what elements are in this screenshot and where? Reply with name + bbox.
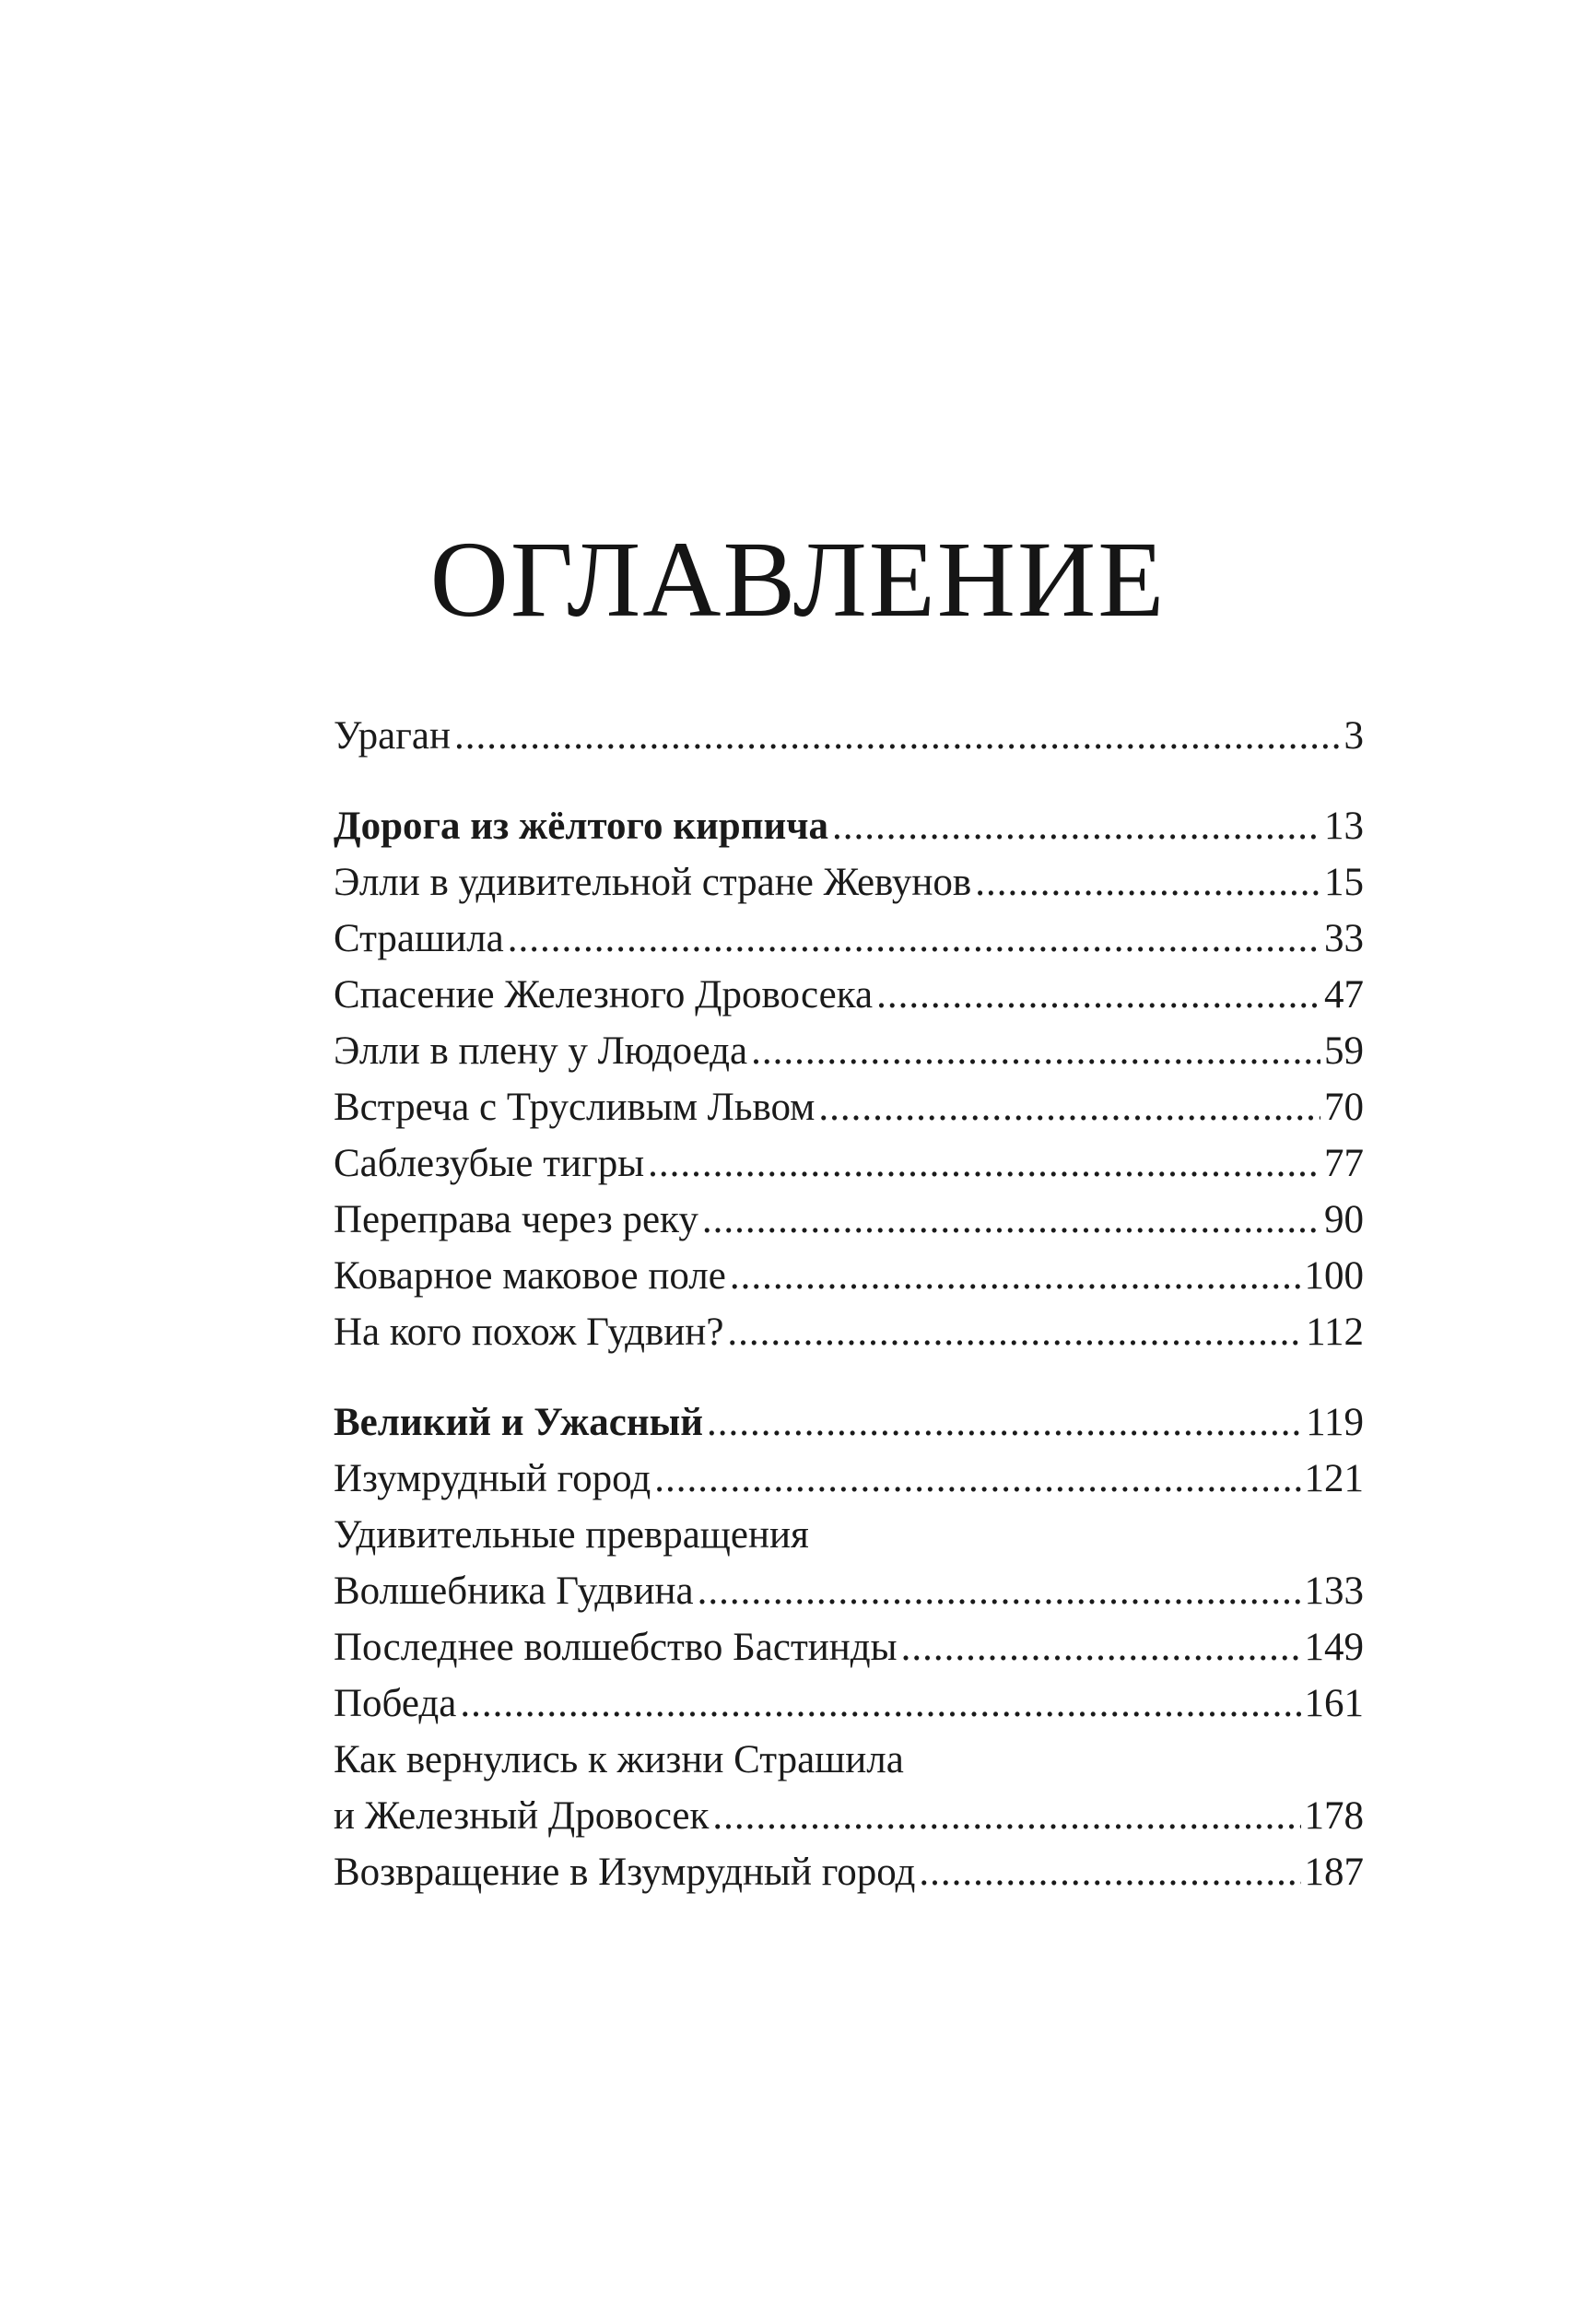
toc-entry-page: 119 — [1306, 1401, 1364, 1444]
toc-entry-title: Последнее волшебство Бастинды — [334, 1626, 898, 1669]
toc-entry-page: 77 — [1324, 1142, 1364, 1185]
toc-entry[interactable] — [334, 1079, 1364, 1135]
toc-entry[interactable] — [334, 1619, 1364, 1675]
toc-entry-page: 47 — [1324, 973, 1364, 1017]
toc-entry[interactable] — [334, 1023, 1364, 1079]
toc-entry-title: Победа — [334, 1682, 457, 1725]
toc-entry[interactable] — [334, 1451, 1364, 1507]
toc-entry-title: Дорога из жёлтого кирпича — [334, 805, 828, 848]
toc-dot-leader — [454, 708, 1341, 764]
toc-entry-last-line — [334, 1788, 1364, 1844]
toc-dot-leader — [919, 1844, 1300, 1900]
toc-entry-page: 70 — [1324, 1086, 1364, 1129]
toc-entry-page: 100 — [1304, 1254, 1364, 1298]
toc-entry-page: 13 — [1324, 805, 1364, 848]
toc-group-prologue — [334, 708, 1364, 764]
toc-part-heading[interactable] — [334, 1394, 1364, 1451]
toc-entry-title: Спасение Железного Дровосека — [334, 973, 874, 1017]
toc-entry-title: Ураган — [334, 714, 451, 758]
toc-entry[interactable] — [334, 911, 1364, 967]
toc-entry-title: Саблезубые тигры — [334, 1142, 645, 1185]
toc-entry-page: 3 — [1344, 714, 1364, 758]
toc-dot-leader — [698, 1563, 1301, 1619]
toc-entry-title: Волшебника Гудвина — [334, 1569, 694, 1613]
toc-dot-leader — [751, 1023, 1320, 1079]
toc-entry-multiline[interactable] — [334, 1732, 1364, 1844]
toc-entry-title: Возвращение в Изумрудный город — [334, 1851, 916, 1894]
toc-dot-leader — [876, 967, 1320, 1023]
toc-entry-last-line — [334, 1563, 1364, 1619]
toc-entry-title: Переправа через реку — [334, 1198, 698, 1241]
toc-entry-title-line-1: Удивительные превращения — [334, 1513, 809, 1557]
toc-entry-page: 178 — [1304, 1794, 1364, 1838]
toc-entry-page: 59 — [1324, 1029, 1364, 1073]
toc-dot-leader — [975, 854, 1320, 911]
toc-entry-title: Встреча с Трусливым Львом — [334, 1086, 816, 1129]
toc-entry-title: Элли в плену у Людоеда — [334, 1029, 748, 1073]
toc-dot-leader — [727, 1304, 1302, 1360]
toc-entry-multiline[interactable] — [334, 1507, 1364, 1619]
toc-entry-title: Коварное маковое поле — [334, 1254, 726, 1298]
toc-entry[interactable] — [334, 1675, 1364, 1732]
toc-entry-page: 149 — [1304, 1626, 1364, 1669]
toc-entry[interactable] — [334, 967, 1364, 1023]
toc-dot-leader — [508, 911, 1320, 967]
toc-entry-page: 112 — [1306, 1311, 1364, 1354]
toc-group-part-1 — [334, 798, 1364, 1360]
toc-entry-title: Страшила — [334, 917, 504, 960]
toc-entry[interactable] — [334, 708, 1364, 764]
toc-dot-leader — [460, 1675, 1300, 1732]
toc-dot-leader — [702, 1192, 1320, 1248]
toc-entry-title: и Железный Дровосек — [334, 1794, 710, 1838]
toc-entry-page: 33 — [1324, 917, 1364, 960]
table-of-contents — [334, 708, 1364, 1900]
toc-dot-leader — [832, 798, 1320, 854]
page-title: ОГЛАВЛЕНИЕ — [429, 519, 1167, 640]
toc-dot-leader — [818, 1079, 1320, 1135]
toc-entry[interactable] — [334, 1192, 1364, 1248]
toc-dot-leader — [901, 1619, 1301, 1675]
toc-entry[interactable] — [334, 854, 1364, 911]
toc-entry-page: 121 — [1304, 1457, 1364, 1500]
toc-group-part-2 — [334, 1394, 1364, 1900]
toc-entry-title: Изумрудный город — [334, 1457, 651, 1500]
toc-entry-title: Великий и Ужасный — [334, 1401, 704, 1444]
toc-dot-leader — [654, 1451, 1300, 1507]
toc-entry-page: 161 — [1304, 1682, 1364, 1725]
toc-part-heading[interactable] — [334, 798, 1364, 854]
toc-entry-title: На кого похож Гудвин? — [334, 1311, 724, 1354]
toc-entry-page: 15 — [1324, 861, 1364, 904]
toc-entry-title: Элли в удивительной стране Жевунов — [334, 861, 972, 904]
toc-entry-page: 187 — [1304, 1851, 1364, 1894]
toc-dot-leader — [712, 1788, 1300, 1844]
toc-dot-leader — [707, 1394, 1302, 1451]
toc-entry[interactable] — [334, 1844, 1364, 1900]
toc-entry[interactable] — [334, 1135, 1364, 1192]
toc-entry-page: 90 — [1324, 1198, 1364, 1241]
toc-dot-leader — [648, 1135, 1320, 1192]
toc-entry-page: 133 — [1304, 1569, 1364, 1613]
toc-entry[interactable] — [334, 1248, 1364, 1304]
toc-dot-leader — [730, 1248, 1301, 1304]
toc-entry-title-line-1: Как вернулись к жизни Страшила — [334, 1738, 904, 1781]
toc-entry[interactable] — [334, 1304, 1364, 1360]
